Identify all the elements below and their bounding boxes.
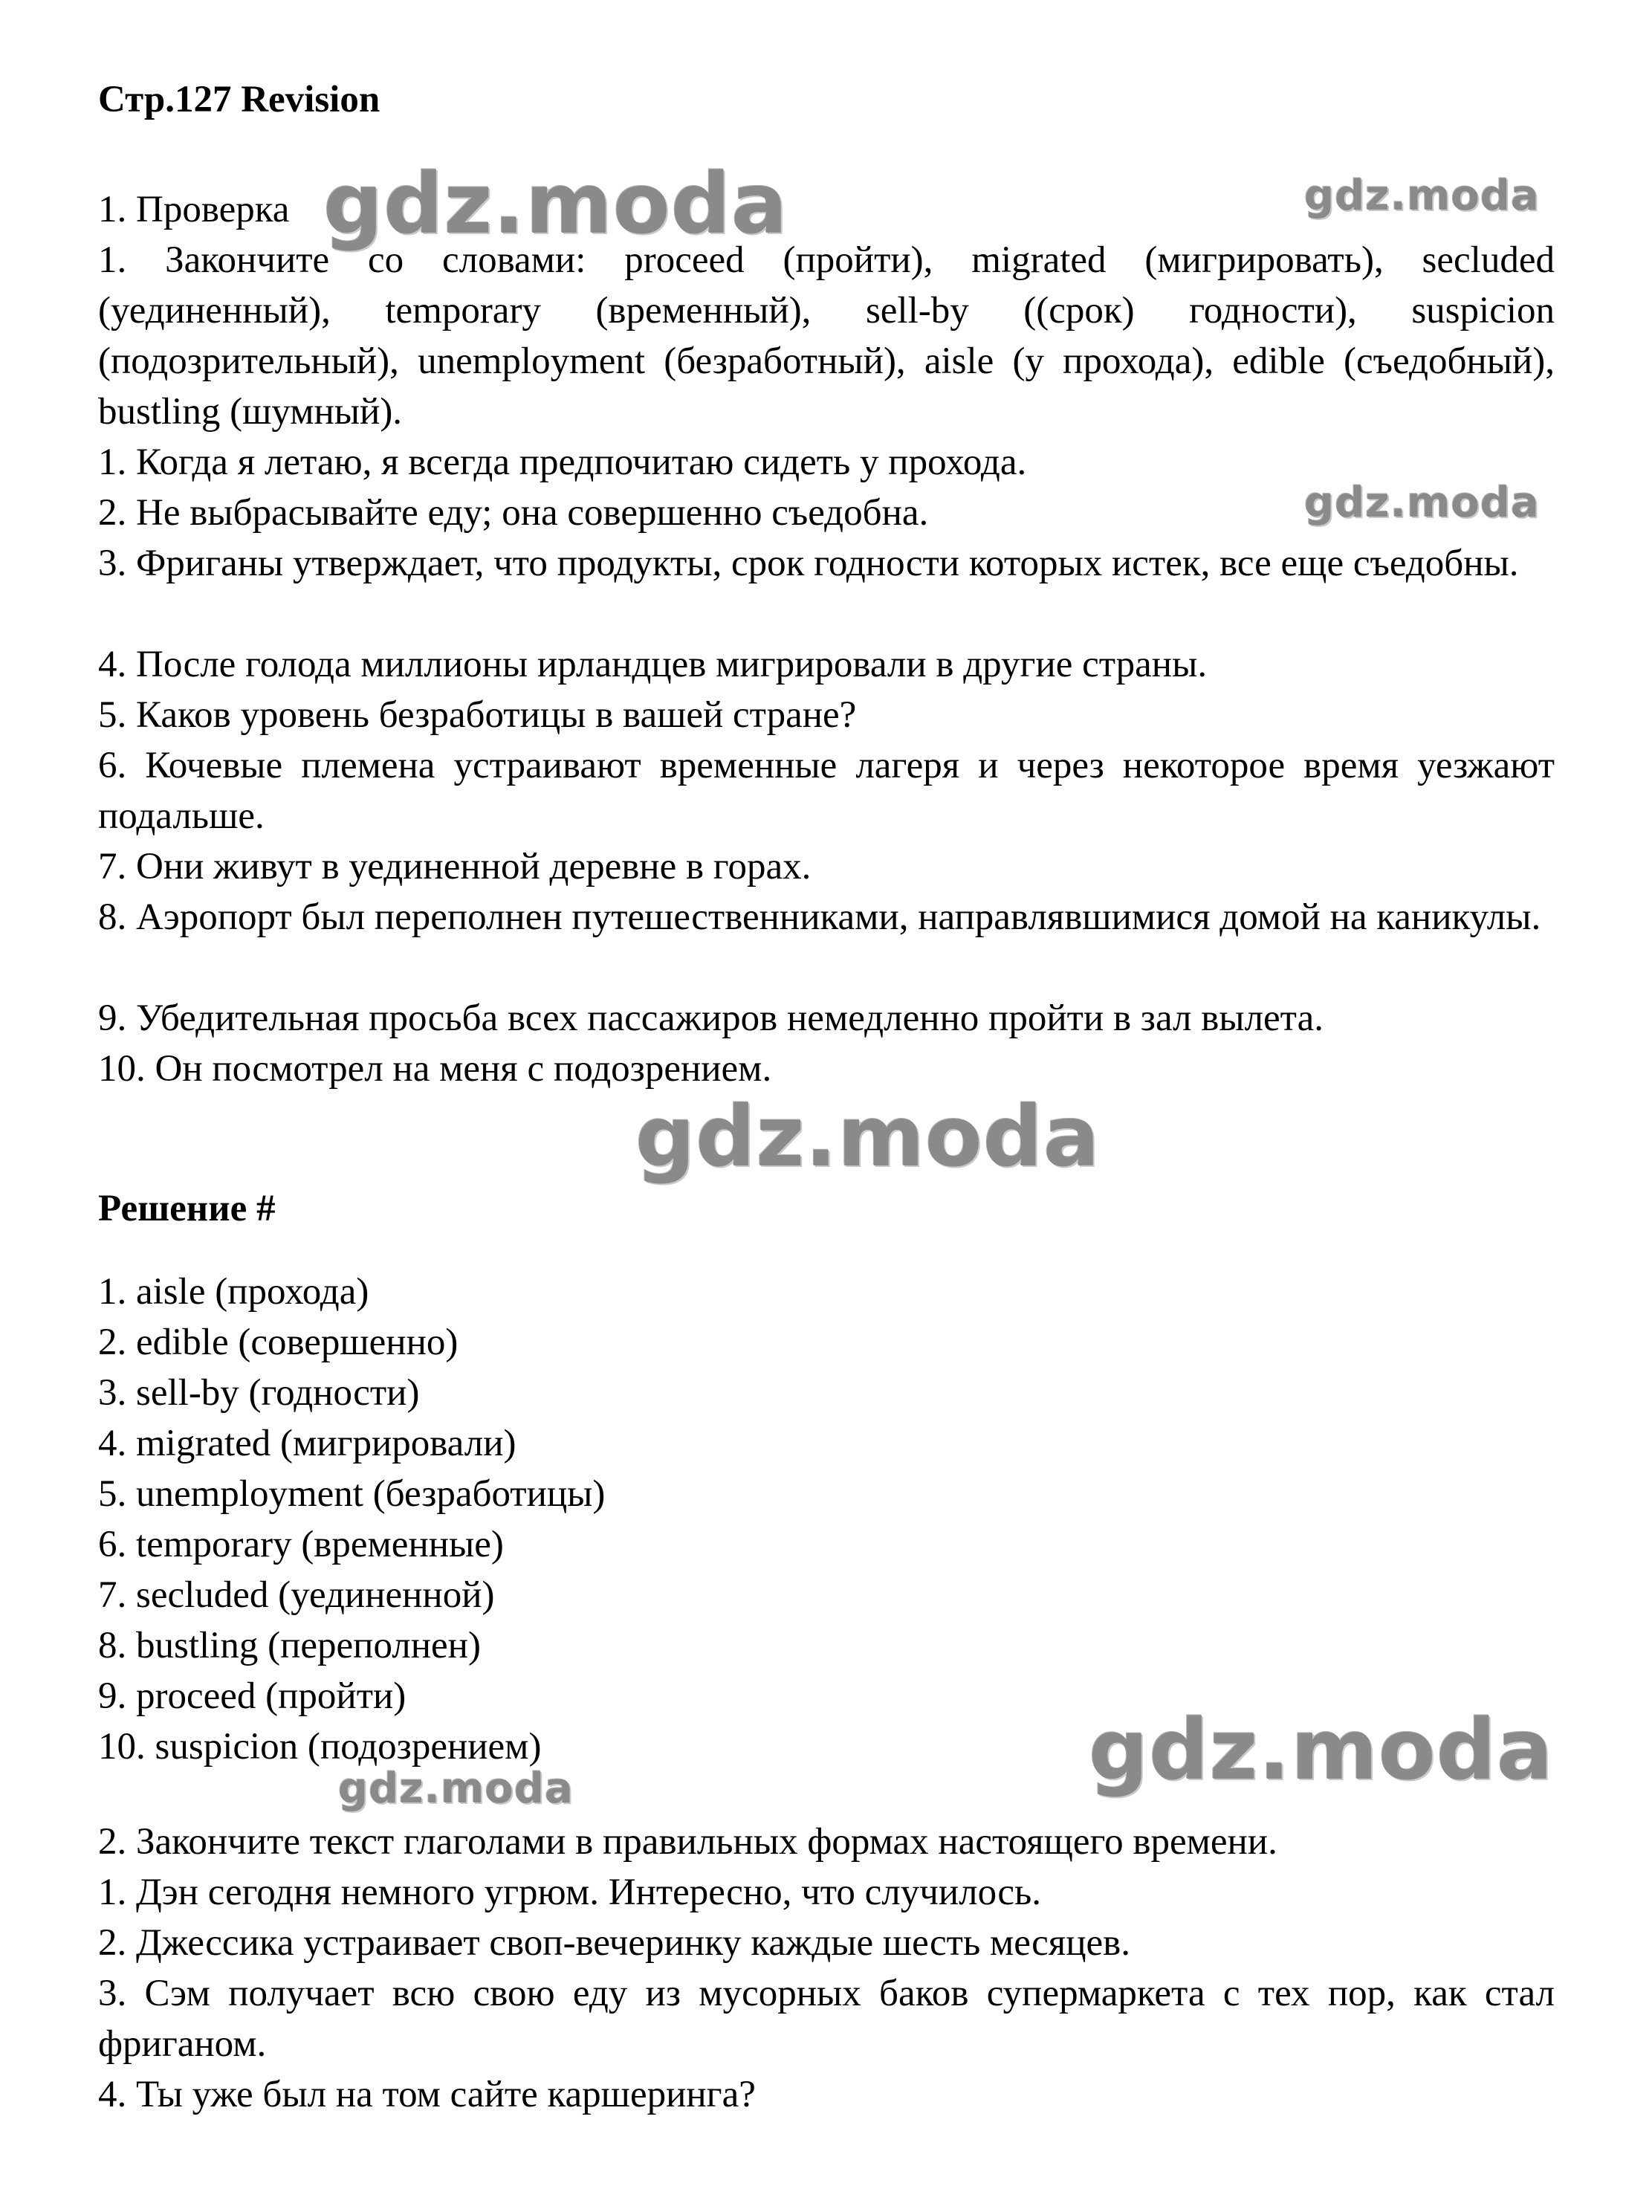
answer-item: 10. suspicion (подозрением)	[98, 1726, 542, 1768]
exercise-2-sentence: 1. Дэн сегодня немного угрюм. Интересно, что случилось.	[98, 1872, 1042, 1913]
exercise-2-sentence: 4. Ты уже был на том сайте каршеринга?	[98, 2074, 756, 2115]
watermark: gdz.moda	[1304, 479, 1540, 527]
exercise-1-sentence: 3. Фриганы утверждает, что продукты, срок годности которых истек, все еще съедобны.	[98, 543, 1519, 584]
exercise-1-sentence: 5. Каков уровень безработицы в вашей стране?	[98, 694, 857, 736]
answer-item: 3. sell-by (годности)	[98, 1372, 420, 1414]
answer-item: 4. migrated (мигрировали)	[98, 1423, 516, 1464]
answer-item: 6. temporary (временные)	[98, 1524, 504, 1565]
watermark: gdz.moda	[338, 1765, 574, 1813]
exercise-1-instruction: 1. Закончите со словами: proceed (пройти), migrated (мигрировать), secluded (уединенный), temporary (временный), sell-by ((срок) годности), suspicion (подозрительный), unemployment (безработный), aisle (у прохода), edible (съедобный), bustling (шумный).	[98, 239, 1555, 433]
answer-item: 5. unemployment (безработицы)	[98, 1473, 606, 1515]
watermark: gdz.moda	[635, 1089, 1101, 1186]
check-label: 1. Проверка	[98, 189, 290, 230]
exercise-1-sentence: 4. После голода миллионы ирландцев мигрировали в другие страны.	[98, 644, 1208, 685]
watermark: gdz.moda	[1089, 1702, 1554, 1799]
exercise-1-sentence: 8. Аэропорт был переполнен путешественниками, направлявшимися домой на каникулы.	[98, 896, 1541, 938]
answer-item: 9. proceed (пройти)	[98, 1675, 406, 1717]
solution-title: Решение #	[98, 1188, 276, 1229]
page-title: Стр.127 Revision	[98, 79, 380, 120]
exercise-1-sentence: 6. Кочевые племена устраивают временные лагеря и через некоторое время уезжают подальше.	[98, 745, 1555, 837]
exercise-2-instruction: 2. Закончите текст глаголами в правильных формах настоящего времени.	[98, 1821, 1277, 1863]
exercise-1-sentence: 9. Убедительная просьба всех пассажиров немедленно пройти в зал вылета.	[98, 997, 1324, 1039]
watermark: gdz.moda	[1304, 172, 1540, 220]
exercise-1-sentence: 10. Он посмотрел на меня с подозрением.	[98, 1048, 772, 1090]
exercise-1-sentence: 1. Когда я летаю, я всегда предпочитаю сидеть у прохода.	[98, 442, 1027, 483]
answer-item: 7. secluded (уединенной)	[98, 1574, 495, 1616]
watermark: gdz.moda	[323, 156, 788, 253]
exercise-1-sentence: 2. Не выбрасывайте еду; она совершенно съедобна.	[98, 492, 929, 534]
answer-item: 8. bustling (переполнен)	[98, 1625, 481, 1666]
exercise-2-sentence: 3. Сэм получает всю свою еду из мусорных баков супермаркета с тех пор, как стал фриганом.	[98, 1973, 1555, 2065]
exercise-1-sentence: 7. Они живут в уединенной деревне в горах.	[98, 846, 812, 887]
exercise-2-sentence: 2. Джессика устраивает своп-вечеринку каждые шесть месяцев.	[98, 1922, 1131, 1964]
answer-item: 2. edible (совершенно)	[98, 1322, 459, 1363]
answer-item: 1. aisle (прохода)	[98, 1271, 369, 1313]
